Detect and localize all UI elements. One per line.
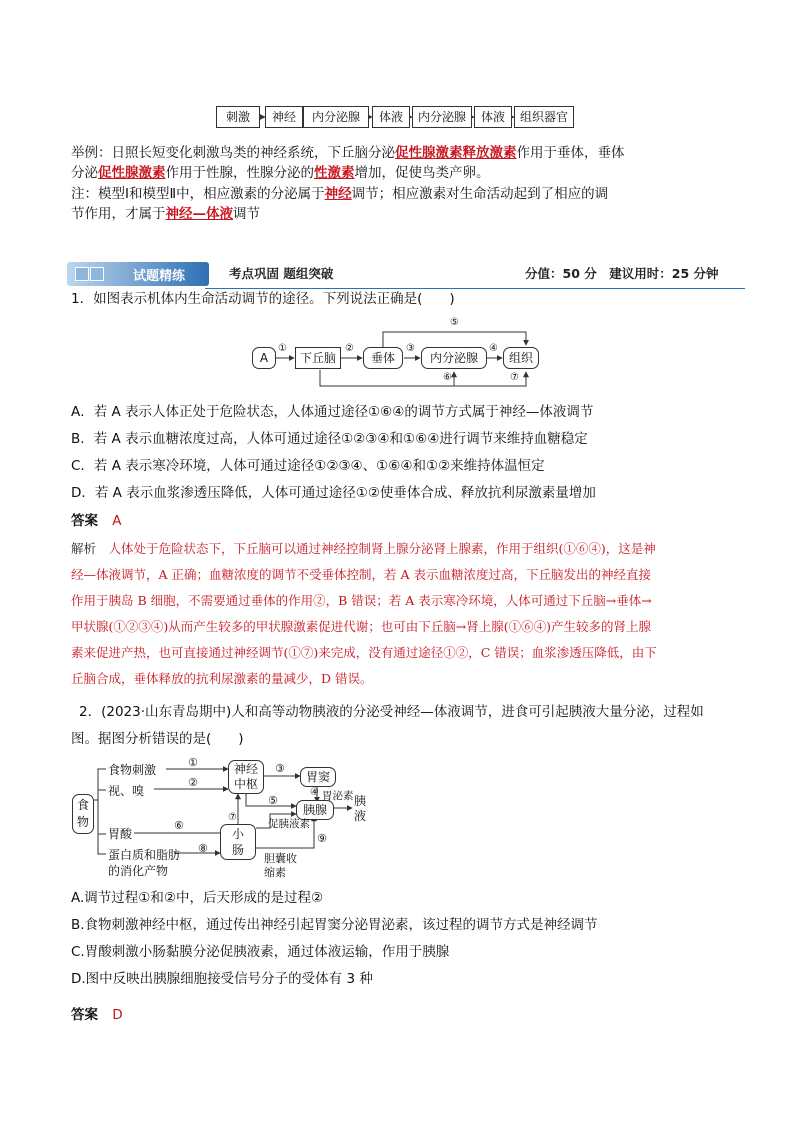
q2-num-1: ① [188,756,198,769]
example-text: 作用于性腺，性腺分泌的 [165,165,314,181]
q2-option-b[interactable]: B.食物刺激神经中枢，通过传出神经引起胃窦分泌胃泌素，该过程的调节方式是神经调节 [71,917,598,933]
analysis-label: 解析 [71,541,97,556]
q1-label-6: ⑥ [443,372,452,383]
analysis-line-1 [71,536,731,562]
note-keyword-nerve: 神经 [324,186,352,202]
q1-label-3: ③ [406,343,415,354]
q2-stimulus-digestion: 的消化产物 [108,864,169,878]
hormone-gonadotropin: 促性腺激素 [98,165,166,181]
q2-num-3: ③ [275,762,285,775]
q2-pancreas: 胰腺 [296,800,334,820]
banner-score: 分值：50 分 建议用时：25 分钟 [525,266,719,281]
q2-option-c[interactable]: C.胃酸刺激小肠黏膜分泌促胰液素，通过体液运输，作用于胰腺 [71,944,450,960]
q2-answer [71,1005,123,1025]
note-text: 调节；相应激素对生命活动起到了相应的调 [351,186,609,202]
q1-label-7: ⑦ [510,372,519,383]
q2-stimulus-protein-fat: 蛋白质和脂肪 [108,848,181,862]
chain-node-gland: 内分泌腺 [303,106,369,128]
answer-value: D [112,1007,123,1023]
q1-option-c[interactable]: C．若 A 表示寒冷环境，人体可通过途径①②③④、①⑥④和①②来维持体温恒定 [71,458,545,474]
q1-label-2: ② [345,343,354,354]
q2-nerve-center-line-1: 神经 [233,762,258,776]
chain-node-nerve: 神经 [265,106,303,128]
q2-nerve-center [228,760,264,794]
answer-value: A [112,513,122,529]
q2-cck-line-2: 缩素 [264,866,286,879]
q2-num-7: ⑦ [228,812,237,823]
q2-juice-line-2: 液 [354,809,367,823]
example-text: 增加，促使鸟类产卵。 [354,165,490,181]
q1-label-1: ① [278,343,287,354]
book-icon [75,267,89,281]
note-text: 调节 [233,206,260,222]
q2-juice-line-1: 胰 [354,794,367,808]
q2-stimulus-food: 食物刺激 [108,763,157,777]
q2-small-intestine [220,824,256,860]
q2-num-5: ⑤ [268,794,278,807]
analysis-text: 人体处于危险状态下，下丘脑可以通过神经控制肾上腺分泌肾上腺素，作用于组织(①⑥④)，这是神 [108,541,656,556]
hormone-gnrh: 促性腺激素释放激素 [395,145,517,161]
note-text: 节作用，才属于 [71,206,166,222]
note-line-1 [71,184,608,204]
q1-answer [71,511,122,531]
analysis-line-3: 作用于胰岛 B 细胞，不需要通过垂体的作用②，B 错误；若 A 表示寒冷环境，人体可通过下丘脑→垂体→ [71,593,652,608]
q2-num-8: ⑧ [198,842,208,855]
chain-node-fluid: 体液 [372,106,410,128]
q1-label-4: ④ [489,343,498,354]
example-text: 作用于垂体，垂体 [516,145,625,161]
banner-subtitle: 考点巩固 题组突破 [229,266,334,281]
section-banner [65,258,745,290]
q2-gastrin: 胃泌素 [322,790,354,802]
q2-intestine-line-1: 小 [231,827,244,841]
q1-node-tissue: 组织 [503,347,539,369]
q2-pancreatic-juice [354,794,366,824]
q2-food-box: 食物 [72,794,94,834]
note-text: 注：模型Ⅰ和模型Ⅱ中，相应激素的分泌属于 [71,186,325,202]
analysis-line-5: 素来促进产热，也可直接通过神经调节(①⑦)来完成，没有通过途径①②，C 错误；血浆渗透压降低，由下 [71,645,657,660]
q1-node-pituitary: 垂体 [363,347,403,369]
q2-stimulus-sight-smell: 视、嗅 [108,784,145,798]
q1-node-hypothalamus: 下丘脑 [295,347,341,369]
q1-node-a: A [252,347,276,369]
q1-option-a[interactable]: A．若 A 表示人体正处于危险状态，人体通过途径①⑥④的调节方式属于神经—体液调节 [71,404,594,420]
q1-diagram [240,314,550,394]
answer-label: 答案 [71,513,98,529]
q2-stomach: 胃窦 [300,767,336,787]
hormone-sex: 性激素 [314,165,355,181]
q2-num-2: ② [188,776,198,789]
q2-option-a[interactable]: A.调节过程①和②中，后天形成的是过程② [71,890,324,906]
q2-num-4: ④ [310,787,319,798]
example-text: 分泌 [71,165,98,181]
q2-stem-line-2: 图。据图分析错误的是( ) [71,731,244,747]
q2-option-d[interactable]: D.图中反映出胰腺细胞接受信号分子的受体有 3 种 [71,971,373,987]
book-icon [90,267,104,281]
q1-option-d[interactable]: D．若 A 表示血浆渗透压降低，人体可通过途径①②使垂体合成、释放抗利尿激素量增加 [71,485,596,501]
analysis-line-4: 甲状腺(①②③④)从而产生较多的甲状腺激素促进代谢；也可由下丘脑→肾上腺(①⑥④)产生较多的肾上腺 [71,619,651,634]
q1-option-b[interactable]: B．若 A 表示血糖浓度过高，人体可通过途径①②③④和①⑥④进行调节来维持血糖稳定 [71,431,588,447]
q2-stem-line-1: 2．(2023·山东青岛期中)人和高等动物胰液的分泌受神经—体液调节，进食可引起胰液大量分泌，过程如 [79,704,704,720]
q2-num-6: ⑥ [174,819,184,832]
chain-node-gland-2: 内分泌腺 [412,106,472,128]
example-text: 举例：日照长短变化刺激鸟类的神经系统，下丘脑分泌 [71,145,395,161]
q2-nerve-center-line-2: 中枢 [233,777,258,791]
q1-label-5: ⑤ [450,317,459,328]
q2-secretin: 促胰液素 [268,818,310,830]
q2-stimulus-acid: 胃酸 [108,827,133,841]
banner-tab-title: 试题精练 [133,269,186,284]
example-line-2 [71,163,490,183]
q1-node-endocrine-gland: 内分泌腺 [421,347,487,369]
chain-node-stimulus: 刺激 [216,106,260,128]
chain-node-organ: 组织器官 [514,106,574,128]
note-line-2 [71,204,260,224]
answer-label: 答案 [71,1007,98,1023]
chain-node-fluid-2: 体液 [474,106,512,128]
example-line-1 [71,143,625,163]
note-keyword-neuro-humoral: 神经—体液 [165,206,233,222]
q1-stem: 1．如图表示机体内生命活动调节的途径。下列说法正确是( ) [71,291,455,307]
analysis-line-2: 经—体液调节，A 正确；血糖浓度的调节不受垂体控制，若 A 表示血糖浓度过高，下丘脑发出的神经直接 [71,567,651,582]
q2-intestine-line-2: 肠 [231,843,244,857]
q2-num-9: ⑨ [317,832,327,845]
analysis-line-6: 丘脑合成，垂体释放的抗利尿激素的量减少，D 错误。 [71,671,373,686]
q2-diagram [70,756,390,884]
q1-analysis [71,536,731,692]
q2-cck-line-1: 胆囊收 [264,852,297,865]
